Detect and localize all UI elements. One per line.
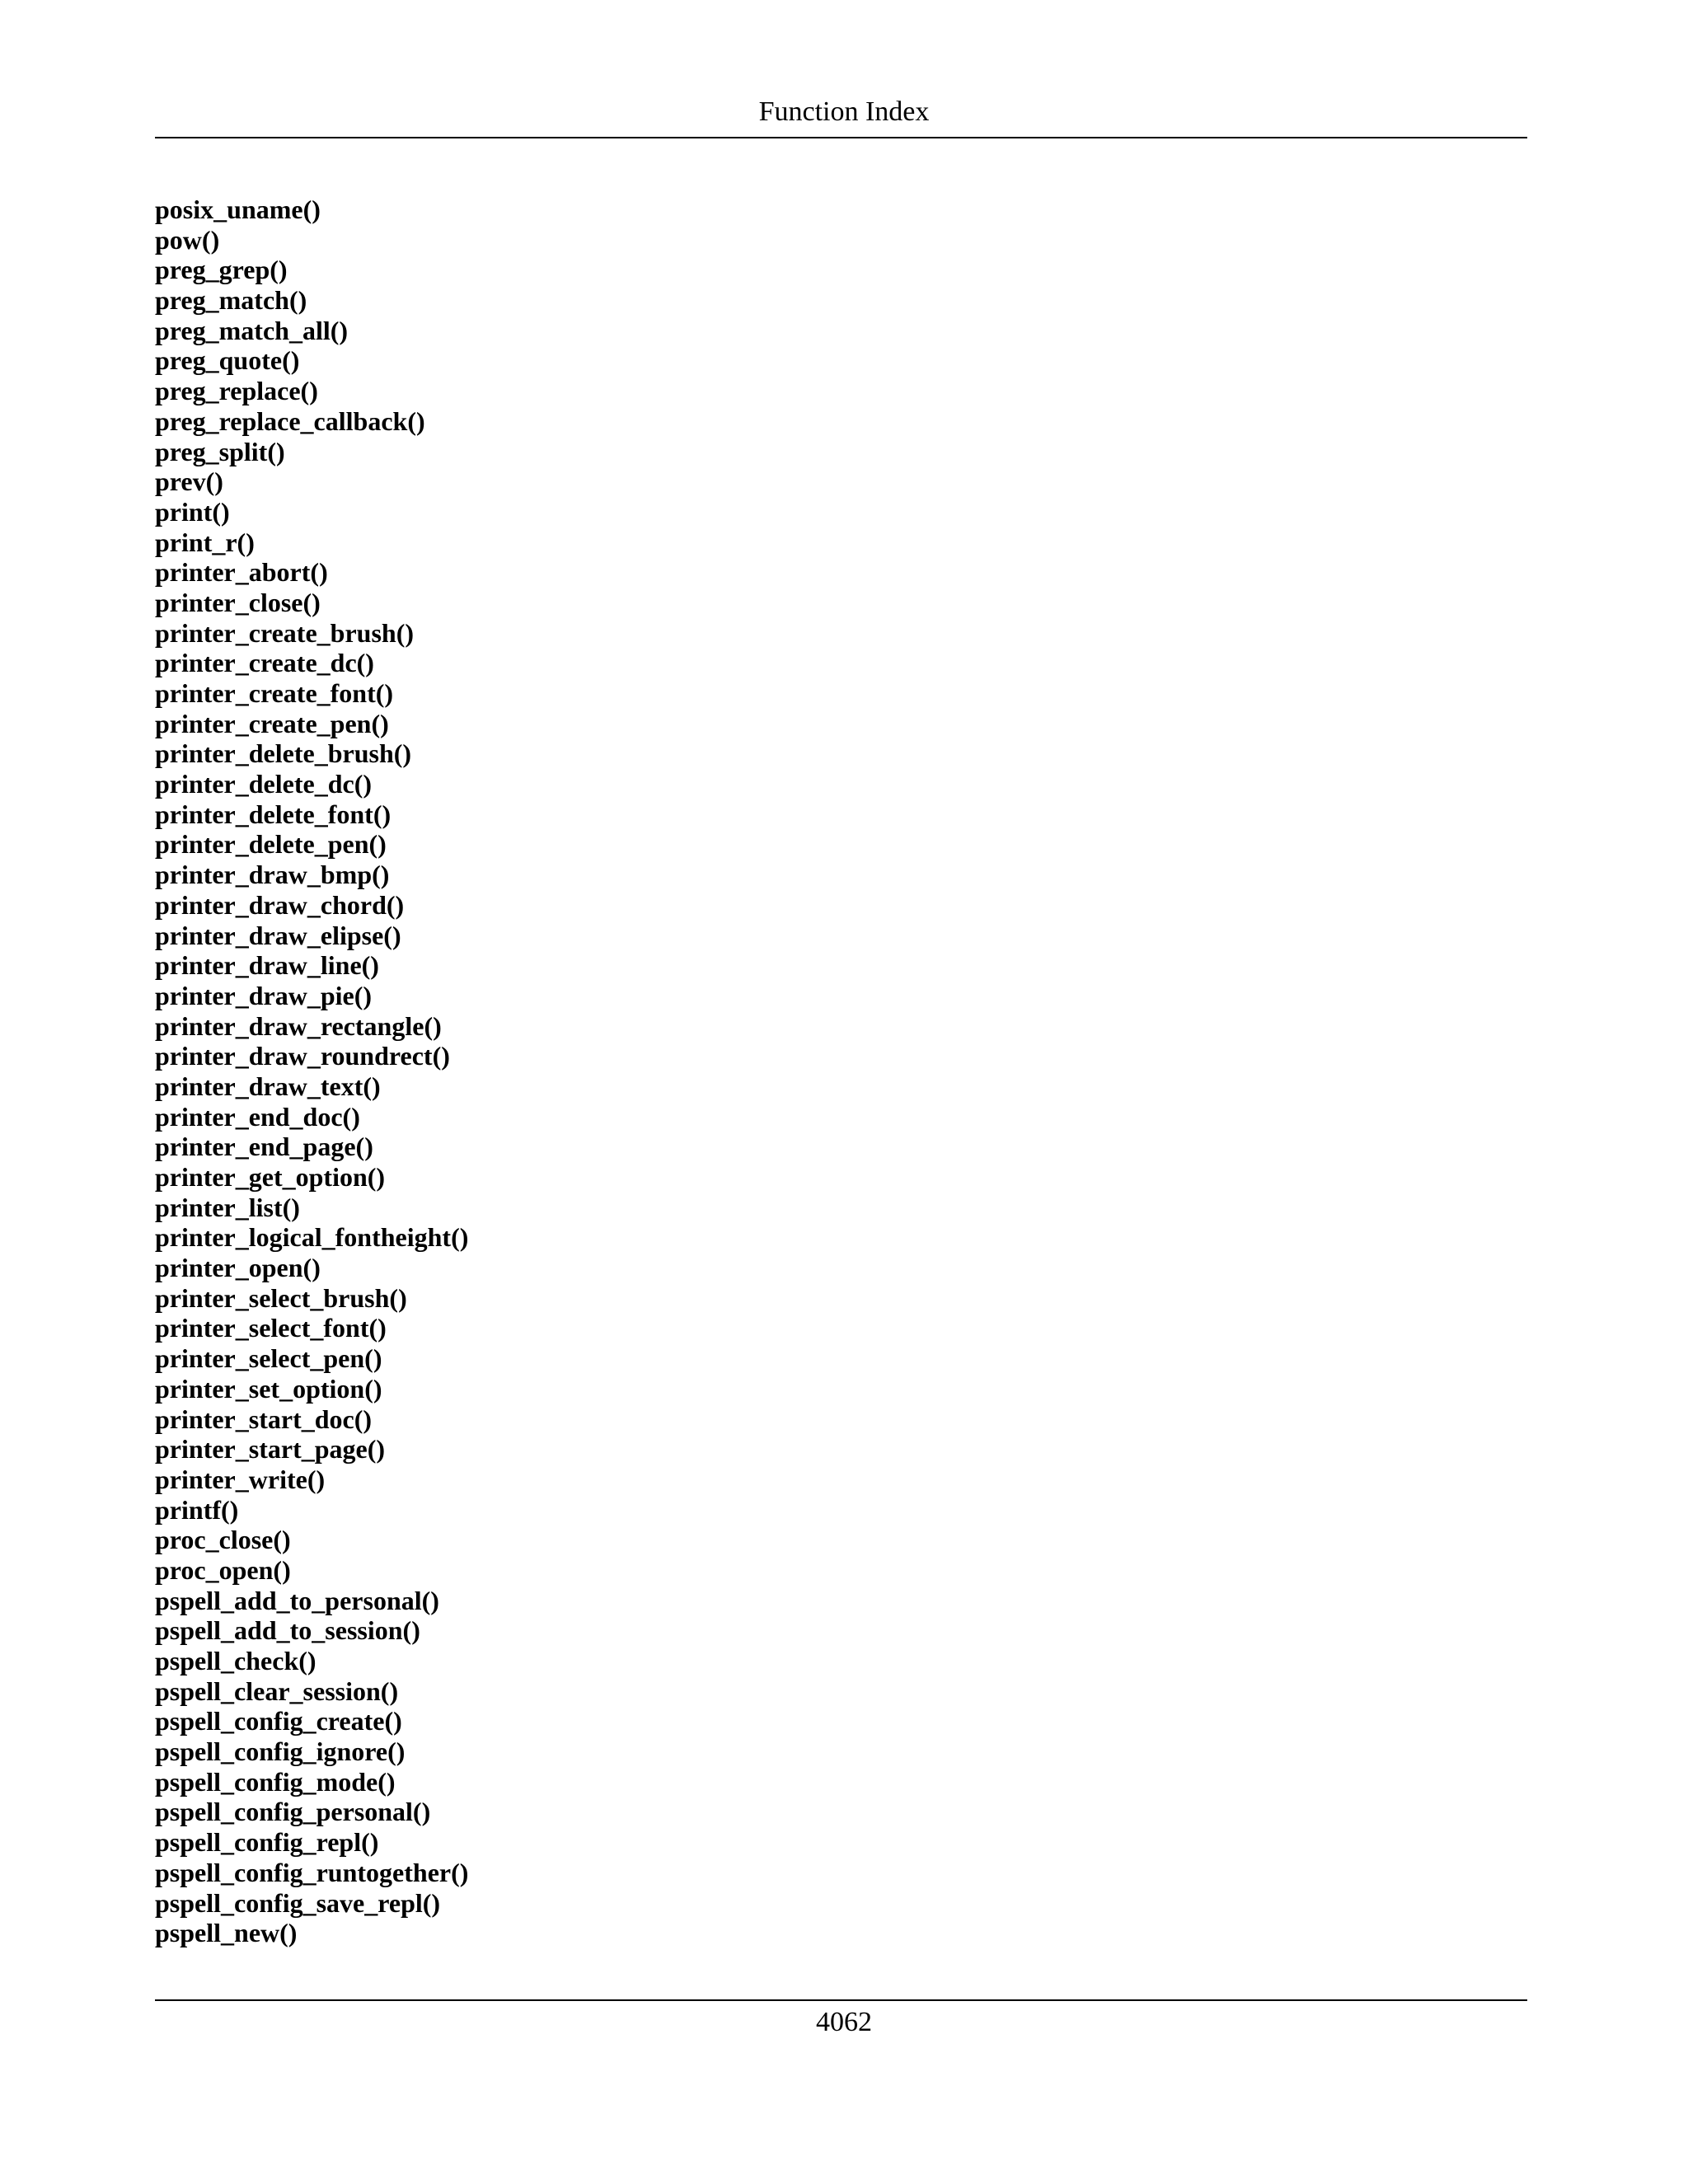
function-index-entry: printer_delete_dc() xyxy=(155,769,373,799)
function-index-entry: preg_split() xyxy=(155,436,285,466)
function-index-entry: printer_select_font() xyxy=(155,1313,387,1343)
function-index-entry: printer_draw_pie() xyxy=(155,980,373,1010)
function-index-entry: preg_replace() xyxy=(155,376,318,406)
function-index-entry: printer_draw_text() xyxy=(155,1071,381,1101)
function-index-entry: preg_match_all() xyxy=(155,315,349,345)
function-index-entry: printer_select_pen() xyxy=(155,1343,382,1374)
function-index-entry: printer_logical_fontheight() xyxy=(155,1222,469,1253)
function-index-entry: printer_create_dc() xyxy=(155,648,374,678)
function-index-entry: printer_list() xyxy=(155,1192,300,1222)
function-index-entry: pspell_new() xyxy=(155,1918,298,1948)
function-index-entry: posix_uname() xyxy=(155,194,321,224)
function-index-entry: preg_match() xyxy=(155,285,307,316)
function-index-entry: printf() xyxy=(155,1494,239,1525)
function-index-entry: print() xyxy=(155,496,230,527)
function-index-entry: printer_delete_font() xyxy=(155,799,392,829)
function-index-entry: printer_abort() xyxy=(155,557,328,588)
function-index-entry: printer_select_brush() xyxy=(155,1282,407,1313)
function-index-entry: print_r() xyxy=(155,527,255,557)
function-index-entry: printer_create_font() xyxy=(155,678,394,708)
function-index-entry: pspell_add_to_session() xyxy=(155,1615,420,1646)
header-divider xyxy=(155,137,1527,138)
function-index-entry: pspell_config_mode() xyxy=(155,1766,396,1797)
function-index-list xyxy=(155,194,468,1948)
function-index-entry: printer_get_option() xyxy=(155,1162,386,1192)
function-index-entry: pspell_config_repl() xyxy=(155,1827,379,1858)
function-index-entry: preg_replace_callback() xyxy=(155,405,425,436)
function-index-entry: printer_draw_elipse() xyxy=(155,920,401,950)
function-index-entry: preg_quote() xyxy=(155,345,300,376)
function-index-entry: pspell_config_save_repl() xyxy=(155,1887,441,1918)
function-index-entry: pspell_config_personal() xyxy=(155,1797,431,1827)
function-index-entry: printer_open() xyxy=(155,1253,321,1283)
footer-divider xyxy=(155,1999,1527,2001)
function-index-entry: printer_draw_line() xyxy=(155,950,379,981)
function-index-entry: prev() xyxy=(155,466,223,497)
function-index-entry: printer_draw_bmp() xyxy=(155,860,390,890)
page-number: 4062 xyxy=(816,2007,872,2037)
function-index-entry: printer_delete_brush() xyxy=(155,738,412,769)
function-index-entry: printer_create_brush() xyxy=(155,617,414,648)
function-index-entry: printer_end_doc() xyxy=(155,1101,360,1132)
function-index-entry: printer_draw_rectangle() xyxy=(155,1010,442,1041)
function-index-entry: proc_close() xyxy=(155,1525,291,1555)
function-index-entry: printer_draw_chord() xyxy=(155,889,405,920)
function-index-entry: printer_write() xyxy=(155,1464,326,1494)
page-header-title: Function Index xyxy=(758,96,930,127)
function-index-entry: preg_grep() xyxy=(155,255,288,285)
function-index-entry: printer_start_page() xyxy=(155,1434,386,1465)
function-index-entry: proc_open() xyxy=(155,1554,291,1585)
function-index-entry: printer_set_option() xyxy=(155,1373,382,1404)
function-index-entry: printer_delete_pen() xyxy=(155,829,387,860)
function-index-entry: printer_close() xyxy=(155,587,321,617)
function-index-entry: printer_start_doc() xyxy=(155,1404,373,1434)
function-index-entry: printer_end_page() xyxy=(155,1132,373,1162)
function-index-entry: pspell_clear_session() xyxy=(155,1675,399,1706)
function-index-entry: printer_create_pen() xyxy=(155,708,389,738)
function-index-entry: pspell_add_to_personal() xyxy=(155,1585,439,1615)
function-index-entry: printer_draw_roundrect() xyxy=(155,1041,450,1071)
function-index-entry: pspell_config_ignore() xyxy=(155,1736,406,1767)
function-index-entry: pow() xyxy=(155,224,220,255)
function-index-entry: pspell_config_create() xyxy=(155,1706,402,1736)
function-index-entry: pspell_config_runtogether() xyxy=(155,1857,469,1887)
function-index-entry: pspell_check() xyxy=(155,1646,316,1675)
